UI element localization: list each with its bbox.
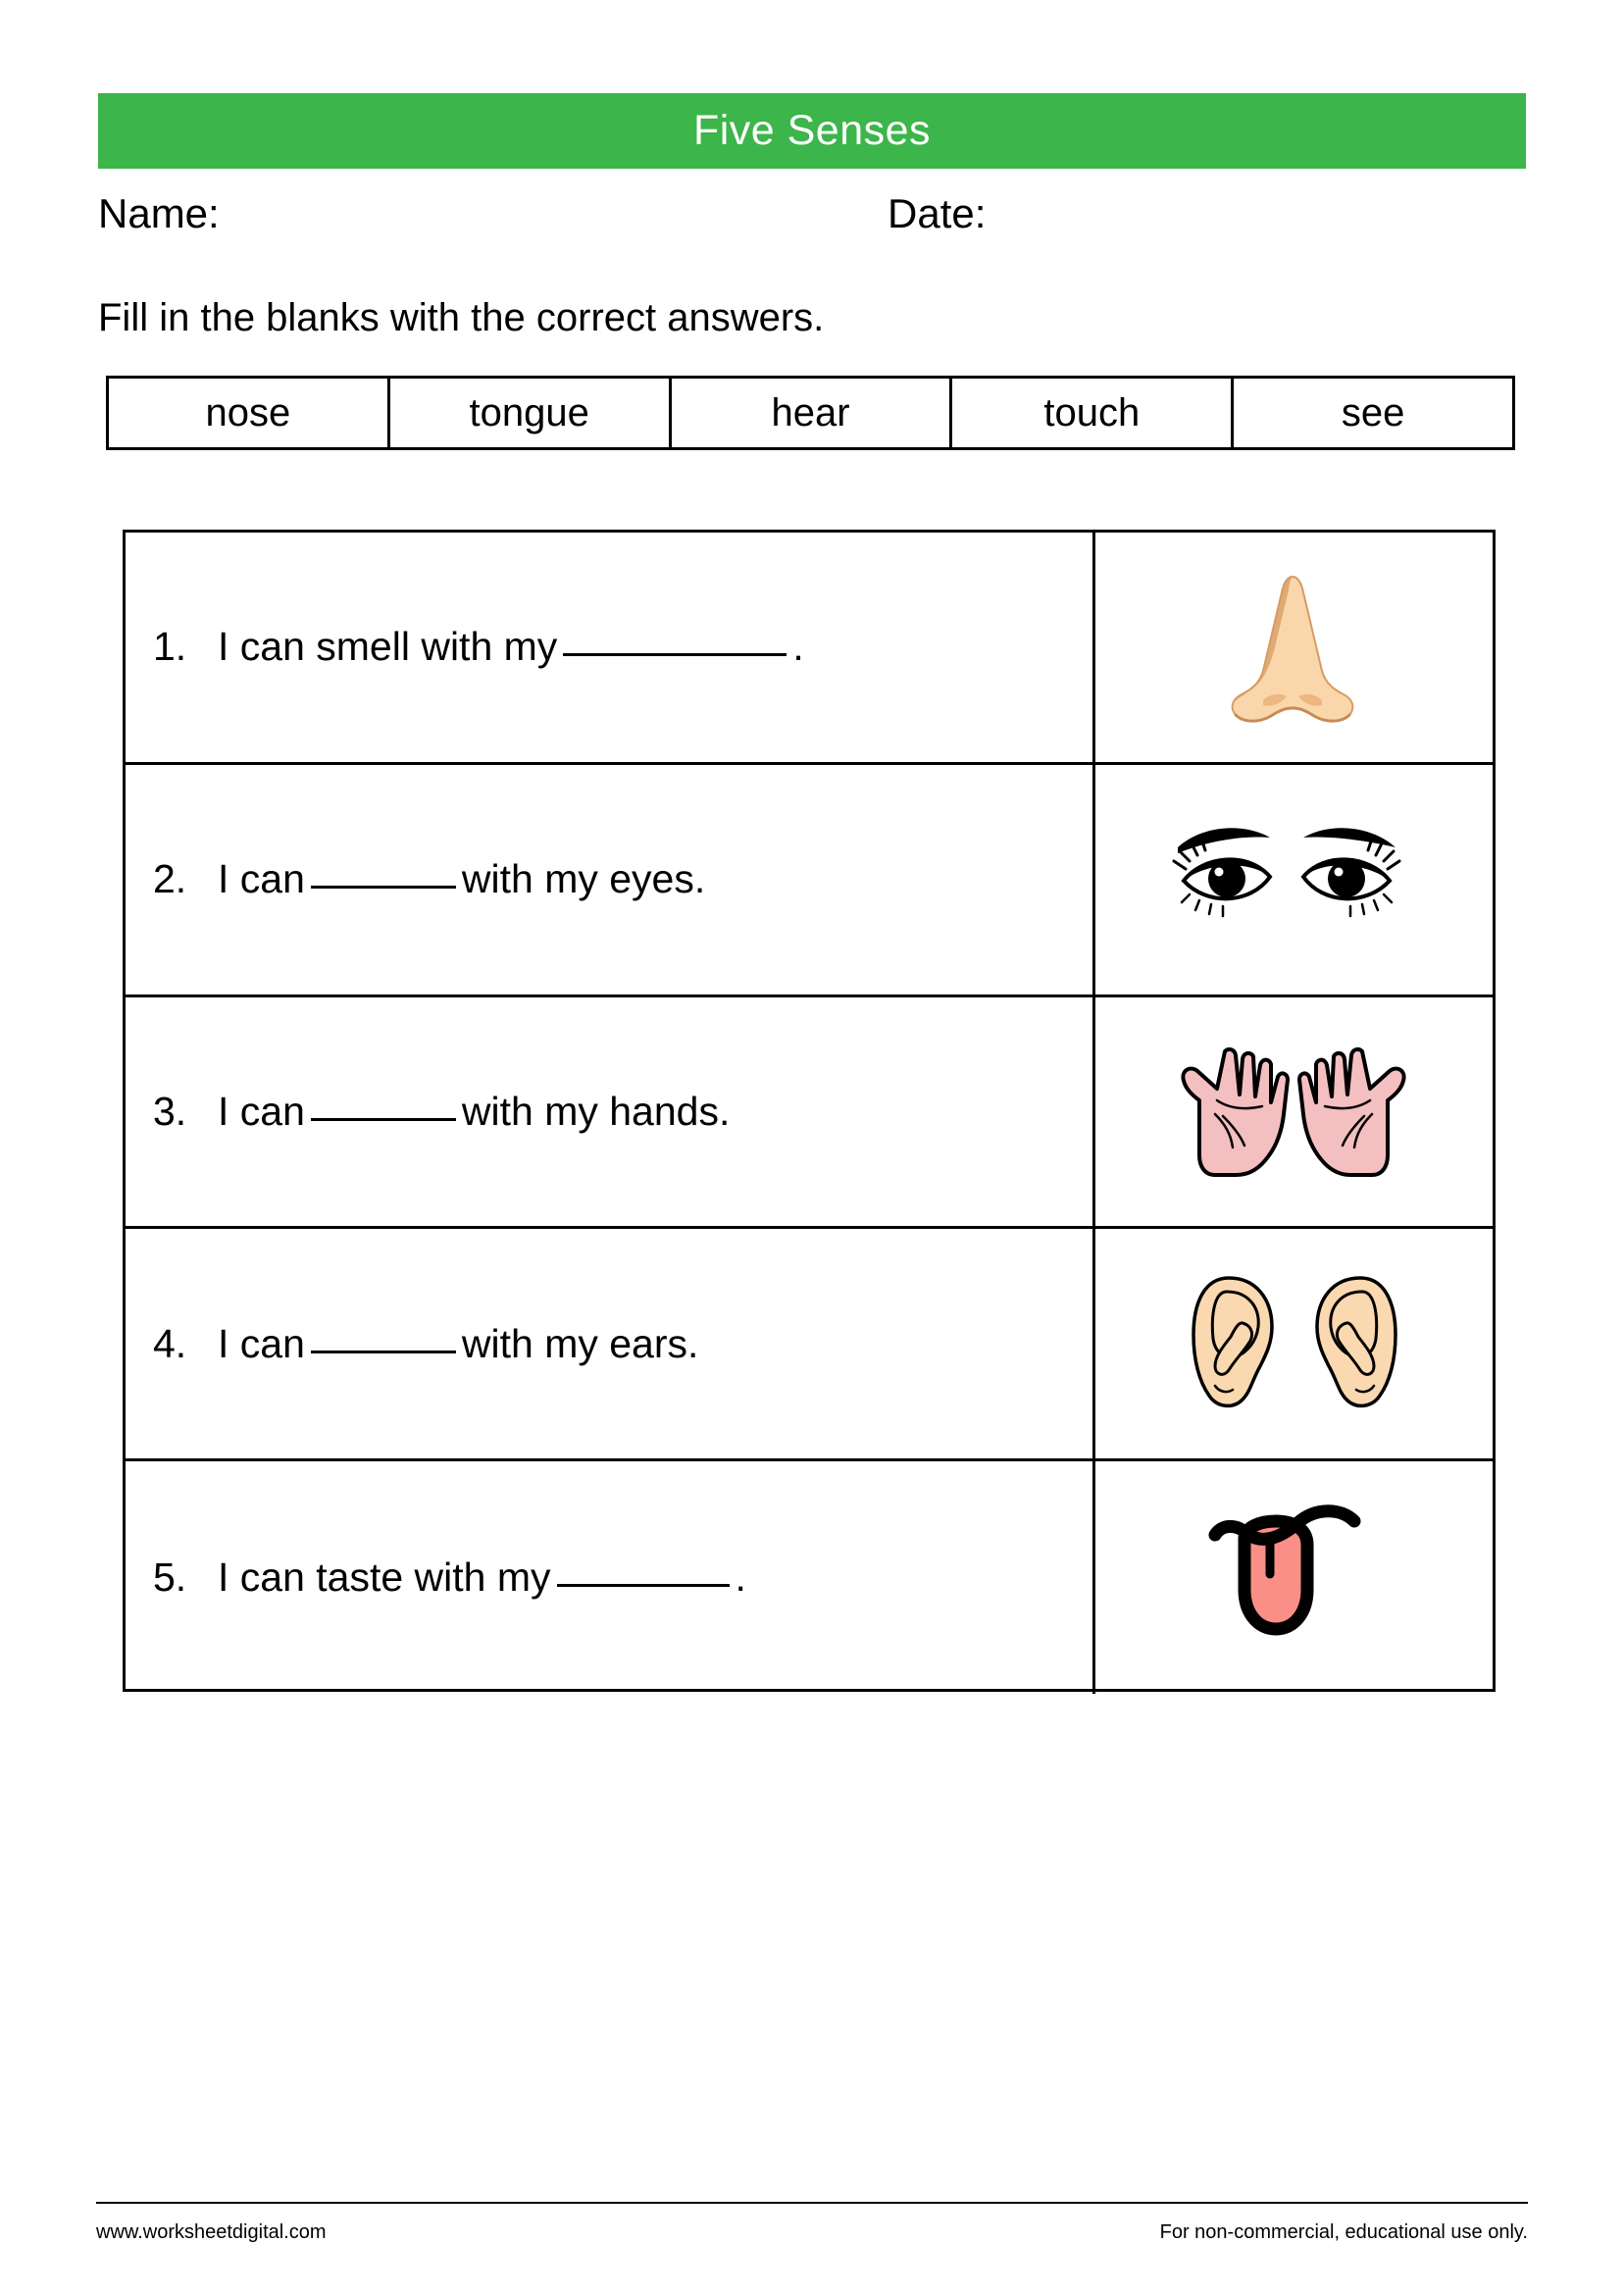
question-cell-5: [126, 1461, 1095, 1694]
question-cell-2: [126, 765, 1095, 994]
name-label: Name:: [98, 190, 220, 236]
question-text-after-5: .: [735, 1555, 746, 1601]
hands-illustration: [1172, 1038, 1417, 1185]
question-line-2: [153, 857, 705, 901]
image-cell-4: [1095, 1229, 1493, 1458]
question-cell-4: [126, 1229, 1095, 1458]
image-cell-2: [1095, 765, 1493, 994]
question-text-after-2: with my eyes.: [461, 856, 706, 902]
answer-blank-2[interactable]: [311, 886, 456, 889]
question-number-3: 3.: [153, 1088, 187, 1134]
question-number-2: 2.: [153, 856, 187, 902]
answer-blank-5[interactable]: [557, 1584, 730, 1587]
question-text-after-3: with my hands.: [461, 1088, 731, 1134]
question-text-before-2: I can: [218, 856, 305, 902]
question-line-3: [153, 1090, 730, 1134]
question-line-5: [153, 1555, 746, 1600]
table-row: [126, 533, 1493, 765]
title-banner: [98, 93, 1526, 169]
table-row: [126, 765, 1493, 997]
question-text-after-4: with my ears.: [461, 1320, 699, 1366]
table-row: [126, 1461, 1493, 1694]
question-text-before-1: I can smell with my: [218, 624, 558, 670]
questions-table: [123, 530, 1496, 1692]
ears-illustration: [1182, 1270, 1407, 1417]
word-bank: [106, 376, 1515, 450]
instruction-text: Fill in the blanks with the correct answers.: [98, 296, 825, 339]
word-bank-item-3: hear: [672, 379, 953, 447]
table-row: [126, 1229, 1493, 1461]
answer-blank-3[interactable]: [311, 1118, 456, 1121]
table-row: [126, 997, 1493, 1230]
question-text-before-4: I can: [218, 1320, 305, 1366]
answer-blank-4[interactable]: [311, 1351, 456, 1353]
date-label: Date:: [888, 190, 987, 236]
question-text-before-5: I can taste with my: [218, 1555, 551, 1601]
footer-divider: [96, 2202, 1528, 2204]
question-line-1: [153, 625, 804, 669]
answer-blank-1[interactable]: [563, 653, 787, 656]
question-cell-1: [126, 533, 1095, 762]
word-bank-item-5: see: [1341, 391, 1405, 434]
page-title: Five Senses: [692, 107, 932, 154]
eyes-illustration: [1172, 816, 1417, 943]
word-bank-item-1: nose: [109, 379, 390, 447]
footer-website: www.worksheetdigital.com: [96, 2221, 327, 2243]
word-bank-item-4: touch: [952, 379, 1234, 447]
question-line-4: [153, 1322, 698, 1366]
nose-illustration: [1206, 569, 1383, 726]
question-number-5: 5.: [153, 1555, 187, 1601]
question-number-1: 1.: [153, 624, 187, 670]
image-cell-3: [1095, 997, 1493, 1227]
image-cell-1: [1095, 533, 1493, 762]
tongue-illustration: [1192, 1500, 1397, 1657]
question-number-4: 4.: [153, 1320, 187, 1366]
image-cell-5: [1095, 1461, 1493, 1694]
question-text-after-1: .: [792, 624, 804, 670]
question-cell-3: [126, 997, 1095, 1227]
name-date-row: [98, 192, 1526, 245]
word-bank-item-2: tongue: [390, 379, 672, 447]
footer-usage-note: For non-commercial, educational use only.: [1159, 2221, 1528, 2243]
question-text-before-3: I can: [218, 1088, 305, 1134]
